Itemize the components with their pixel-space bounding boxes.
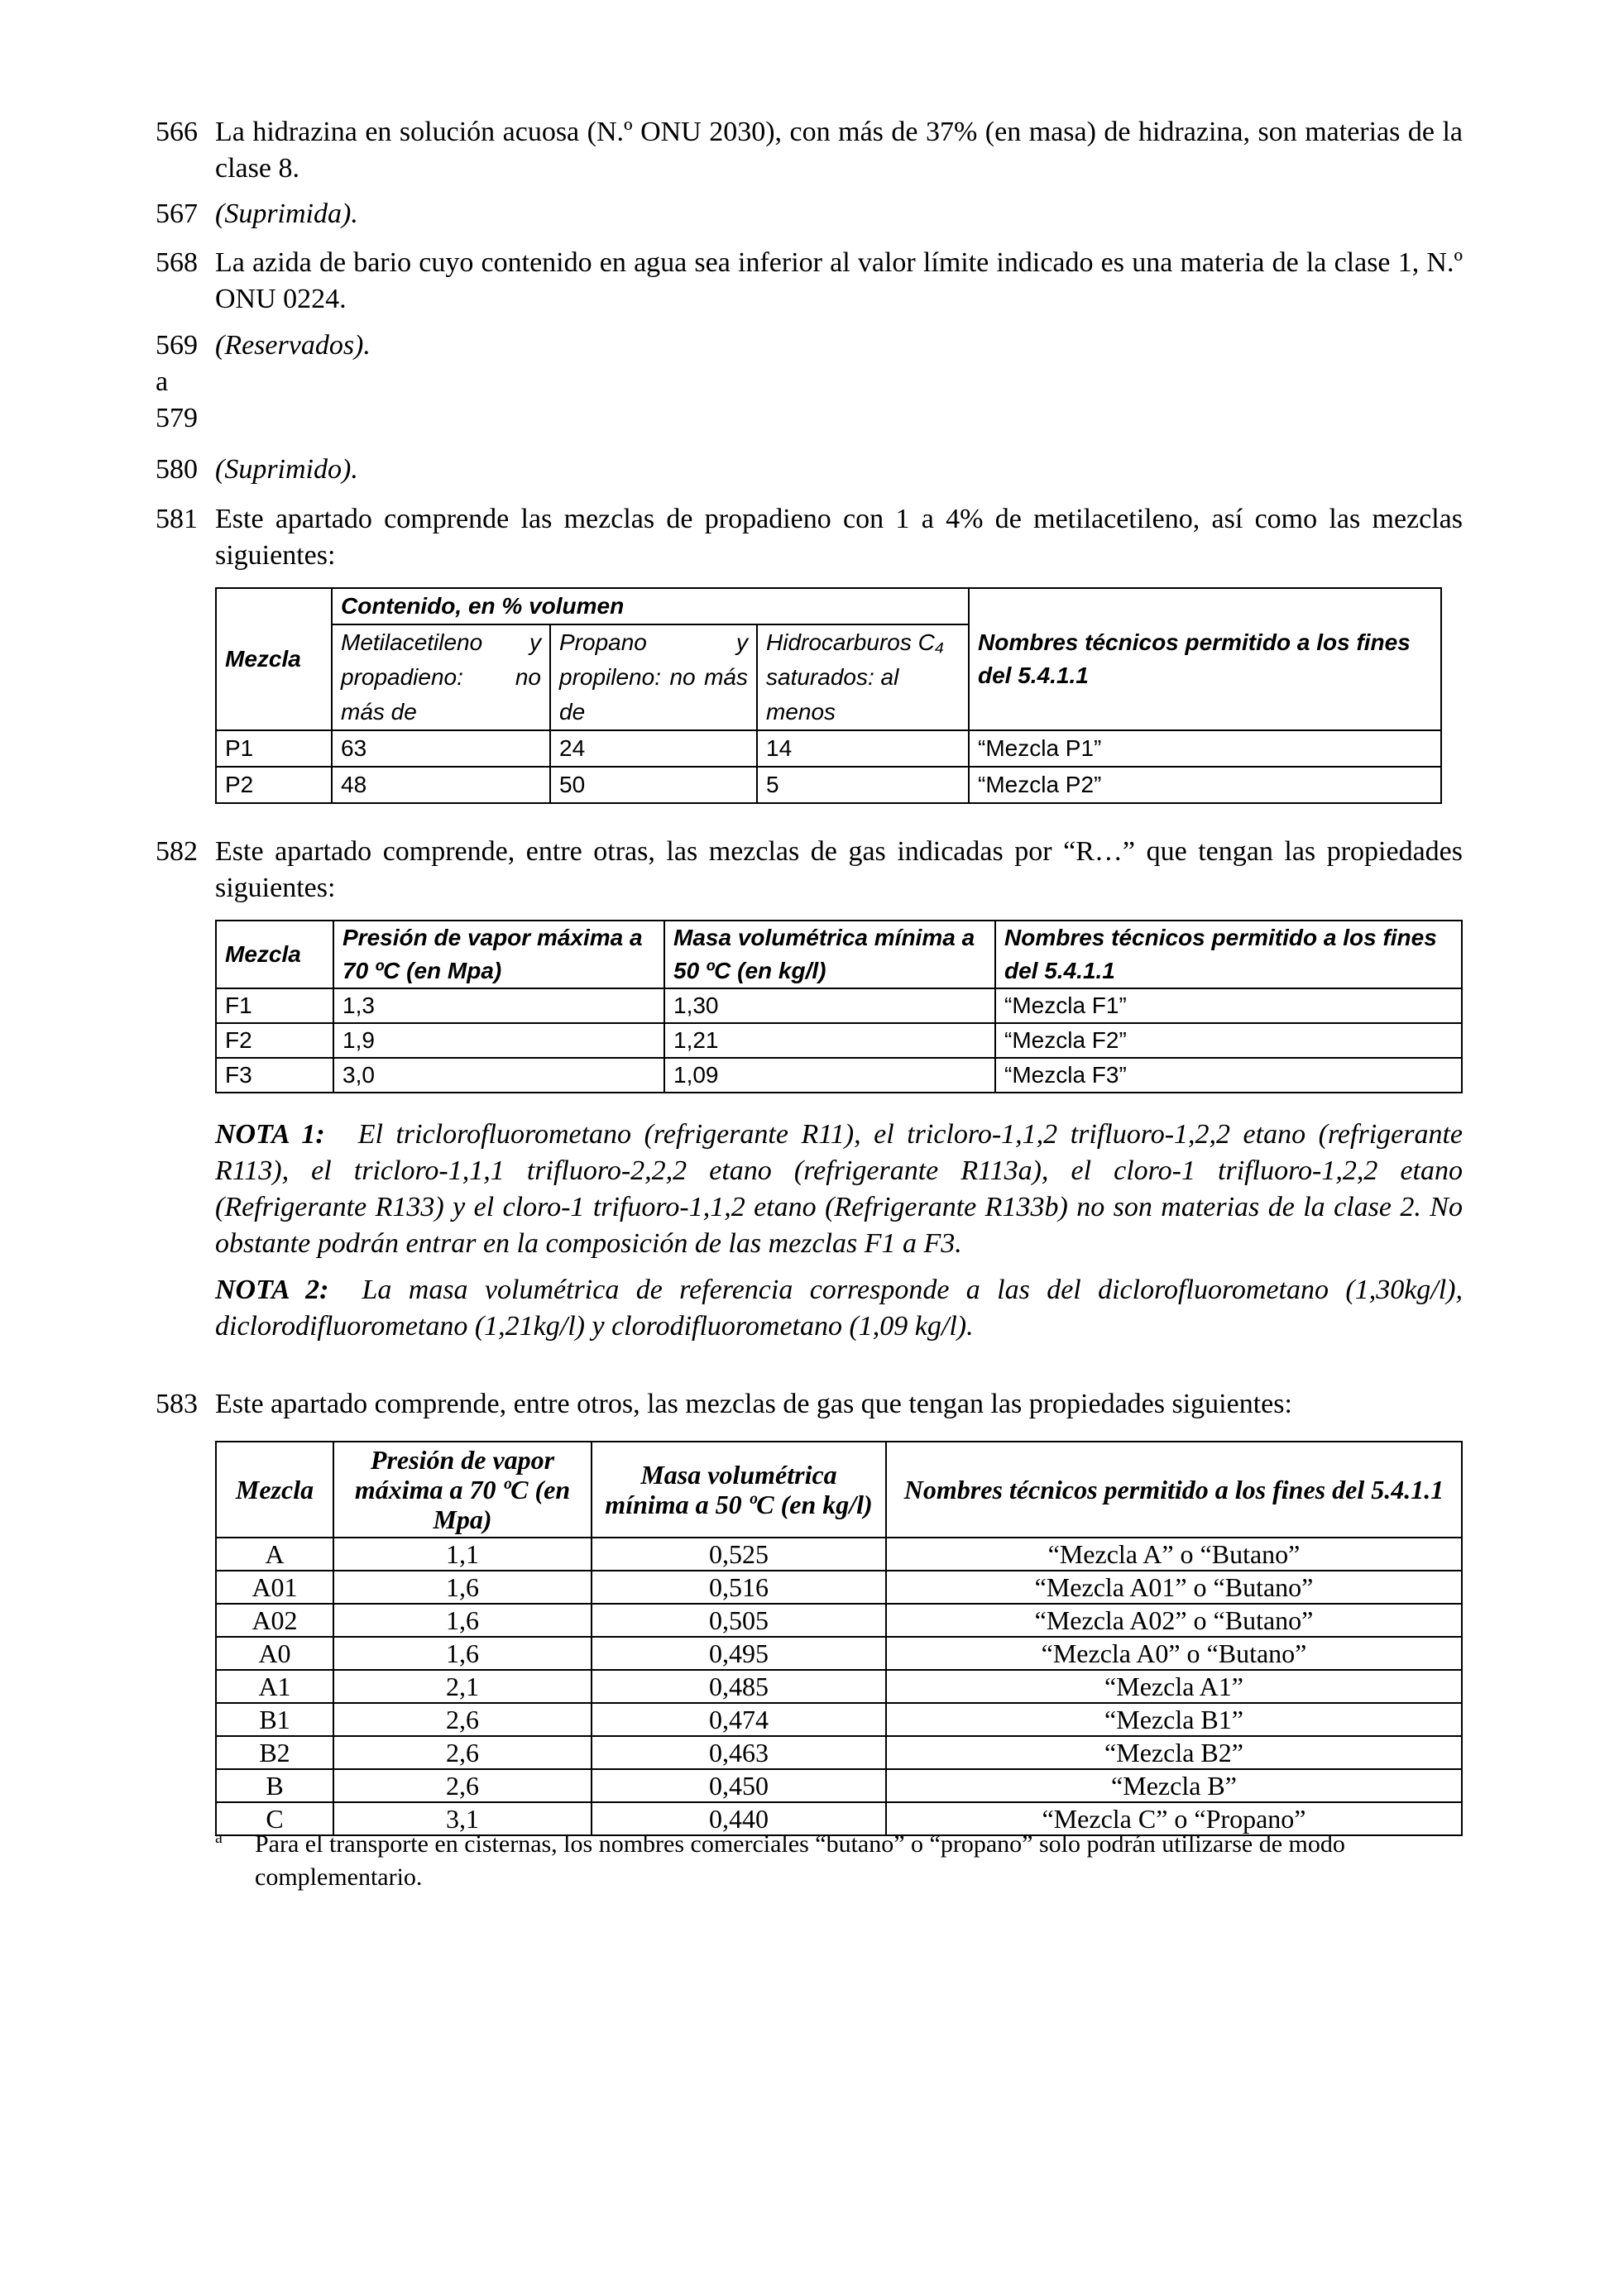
cell-hidrocarburos: 14 (757, 730, 969, 767)
table-row (216, 1571, 1462, 1604)
header-nombres: Nombres técnicos permitido a los fines del 5.4.1.1 (886, 1442, 1462, 1538)
provision-583 (156, 1386, 1463, 1423)
table-header-row (216, 1442, 1462, 1538)
cell-propano: 50 (550, 767, 757, 803)
provision-text: La azida de bario cuyo contenido en agua sea inferior al valor límite indicado es una materia de la clase 1, N.º ONU 0224. (215, 247, 1463, 314)
cell-masa: 1,21 (664, 1023, 995, 1058)
cell-mezcla: F3 (216, 1058, 333, 1093)
provision-580 (156, 452, 1463, 488)
cell-presion: 3,0 (333, 1058, 664, 1093)
nota-2 (215, 1272, 1463, 1345)
cell-presion: 2,6 (333, 1703, 592, 1736)
cell-nombre: “Mezcla P2” (969, 767, 1441, 803)
cell-nombre: “Mezcla C” o “Propano” (886, 1802, 1462, 1835)
cell-metilacetileno: 48 (332, 767, 550, 803)
table-row (216, 1703, 1462, 1736)
provision-text: La hidrazina en solución acuosa (N.º ONU 2030), con más de 37% (en masa) de hidrazina, son materias de la clase 8. (215, 117, 1463, 184)
header-hidrocarburos: Hidrocarburos C₄ saturados: al menos (757, 624, 969, 730)
table-header-row (216, 921, 1462, 988)
header-metilacetileno: Metilacetileno y propadieno: no más de (332, 624, 550, 730)
table-row (216, 1736, 1462, 1769)
cell-nombre: “Mezcla A” o “Butano” (886, 1538, 1462, 1571)
provision-text: Este apartado comprende, entre otros, las mezclas de gas que tengan las propiedades siguientes: (215, 1389, 1292, 1419)
cell-masa: 0,516 (592, 1571, 886, 1604)
cell-masa: 0,505 (592, 1604, 886, 1637)
header-presion: Presión de vapor máxima a 70 ºC (en Mpa) (333, 1442, 592, 1538)
table-row (216, 1058, 1462, 1093)
cell-mezcla: A02 (216, 1604, 333, 1637)
cell-mezcla: A (216, 1538, 333, 1571)
cell-masa: 0,474 (592, 1703, 886, 1736)
table-row (216, 1769, 1462, 1802)
header-presion: Presión de vapor máxima a 70 ºC (en Mpa) (333, 921, 664, 988)
cell-masa: 0,525 (592, 1538, 886, 1571)
cell-nombre: “Mezcla A02” o “Butano” (886, 1604, 1462, 1637)
provision-number: 582 (156, 836, 198, 867)
provision-582 (156, 834, 1463, 906)
cell-presion: 2,6 (333, 1736, 592, 1769)
footnote-mark: a (215, 1829, 223, 1847)
table-row (216, 767, 1441, 803)
cell-nombre: “Mezcla A01” o “Butano” (886, 1571, 1462, 1604)
provision-text: (Reservados). (215, 330, 371, 361)
nota-2-label: NOTA 2: (215, 1275, 329, 1305)
provision-number-a: a (156, 366, 169, 397)
provision-568 (156, 245, 1463, 318)
provision-number: 581 (156, 504, 198, 534)
cell-nombre: “Mezcla F2” (995, 1023, 1462, 1058)
table-row (216, 1023, 1462, 1058)
cell-presion: 2,6 (333, 1769, 592, 1802)
cell-nombre: “Mezcla B1” (886, 1703, 1462, 1736)
cell-mezcla: P2 (216, 767, 332, 803)
cell-nombre: “Mezcla B2” (886, 1736, 1462, 1769)
header-propano: Propano y propileno: no más de (550, 624, 757, 730)
header-nombres: Nombres técnicos permitido a los fines del 5.4.1.1 (995, 921, 1462, 988)
cell-nombre: “Mezcla A1” (886, 1670, 1462, 1703)
provision-text: Este apartado comprende, entre otras, las mezclas de gas indicadas por “R…” que tengan las propiedades siguientes: (215, 836, 1463, 903)
cell-presion: 2,1 (333, 1670, 592, 1703)
header-masa: Masa volumétrica mínima a 50 ºC (en kg/l) (592, 1442, 886, 1538)
cell-metilacetileno: 63 (332, 730, 550, 767)
mixtures-583-table (215, 1441, 1463, 1836)
provision-569-579 (156, 328, 1463, 433)
cell-presion: 1,6 (333, 1571, 592, 1604)
cell-masa: 0,463 (592, 1736, 886, 1769)
provision-number: 580 (156, 454, 198, 485)
header-masa: Masa volumétrica mínima a 50 ºC (en kg/l) (664, 921, 995, 988)
table-row (216, 1538, 1462, 1571)
cell-mezcla: B (216, 1769, 333, 1802)
cell-masa: 1,09 (664, 1058, 995, 1093)
provision-number: 583 (156, 1389, 198, 1419)
table-row (216, 1637, 1462, 1670)
cell-presion: 1,9 (333, 1023, 664, 1058)
footnote (215, 1828, 1463, 1894)
cell-nombre: “Mezcla A0” o “Butano” (886, 1637, 1462, 1670)
table-row (216, 1670, 1462, 1703)
provision-number: 568 (156, 247, 198, 278)
cell-presion: 1,3 (333, 988, 664, 1023)
provision-text: Este apartado comprende las mezclas de propadieno con 1 a 4% de metilacetileno, así como las mezclas siguientes: (215, 504, 1463, 571)
provision-number: 566 (156, 117, 198, 147)
header-mezcla: Mezcla (216, 1442, 333, 1538)
cell-mezcla: A1 (216, 1670, 333, 1703)
nota-1 (215, 1117, 1463, 1262)
cell-nombre: “Mezcla F3” (995, 1058, 1462, 1093)
cell-masa: 0,450 (592, 1769, 886, 1802)
table-row (216, 1604, 1462, 1637)
cell-masa: 0,485 (592, 1670, 886, 1703)
cell-nombre: “Mezcla P1” (969, 730, 1441, 767)
cell-mezcla: B2 (216, 1736, 333, 1769)
cell-presion: 3,1 (333, 1802, 592, 1835)
cell-mezcla: A01 (216, 1571, 333, 1604)
cell-propano: 24 (550, 730, 757, 767)
header-nombres: Nombres técnicos permitido a los fines del 5.4.1.1 (969, 588, 1441, 730)
mixtures-581-table (215, 587, 1442, 804)
cell-hidrocarburos: 5 (757, 767, 969, 803)
footnote-text: Para el transporte en cisternas, los nombres comerciales “butano” o “propano” solo podrán utilizarse de modo complementario. (255, 1830, 1345, 1891)
nota-1-text: El triclorofluorometano (refrigerante R11), el tricloro-1,1,2 trifluoro-1,2,2 etano (refrigerante R113), el tricloro-1,1,1 trifluoro-2,2,2 etano (refrigerante R113a), el cloro-1 trifluoro-1,2,2 etano (Refrigerante R133) y el cloro-1 trifuoro-1,1,2 etano (Refrigerante R133b) no son materias de la clase 2. No obstante podrán entrar en la composición de las mezclas F1 a F3. (215, 1119, 1464, 1259)
provision-567 (156, 196, 1463, 232)
provision-number-start: 569 (156, 330, 198, 361)
cell-nombre: “Mezcla F1” (995, 988, 1462, 1023)
cell-presion: 1,1 (333, 1538, 592, 1571)
cell-masa: 1,30 (664, 988, 995, 1023)
table-row (216, 988, 1462, 1023)
nota-2-text: La masa volumétrica de referencia corresponde a las del diclorofluorometano (1,30kg/l), diclorodifluorometano (1,21kg/l) y clorodifluorometano (1,09 kg/l). (215, 1275, 1463, 1342)
cell-masa: 0,495 (592, 1637, 886, 1670)
nota-1-label: NOTA 1: (215, 1119, 325, 1150)
provision-text: (Suprimida). (215, 199, 358, 229)
cell-mezcla: B1 (216, 1703, 333, 1736)
cell-mezcla: C (216, 1802, 333, 1835)
cell-mezcla: P1 (216, 730, 332, 767)
provision-581 (156, 501, 1463, 574)
mixtures-582-table (215, 920, 1463, 1093)
cell-mezcla: F2 (216, 1023, 333, 1058)
cell-presion: 1,6 (333, 1637, 592, 1670)
table-header-row (216, 588, 1441, 624)
cell-mezcla: A0 (216, 1637, 333, 1670)
provision-566 (156, 114, 1463, 187)
provision-number: 567 (156, 199, 198, 229)
cell-presion: 1,6 (333, 1604, 592, 1637)
header-mezcla: Mezcla (216, 921, 333, 988)
cell-mezcla: F1 (216, 988, 333, 1023)
table-row (216, 730, 1441, 767)
header-mezcla: Mezcla (216, 588, 332, 730)
cell-nombre: “Mezcla B” (886, 1769, 1462, 1802)
header-contenido: Contenido, en % volumen (332, 588, 969, 624)
provision-number-end: 579 (156, 403, 198, 433)
provision-text: (Suprimido). (215, 454, 358, 485)
cell-masa: 0,440 (592, 1802, 886, 1835)
